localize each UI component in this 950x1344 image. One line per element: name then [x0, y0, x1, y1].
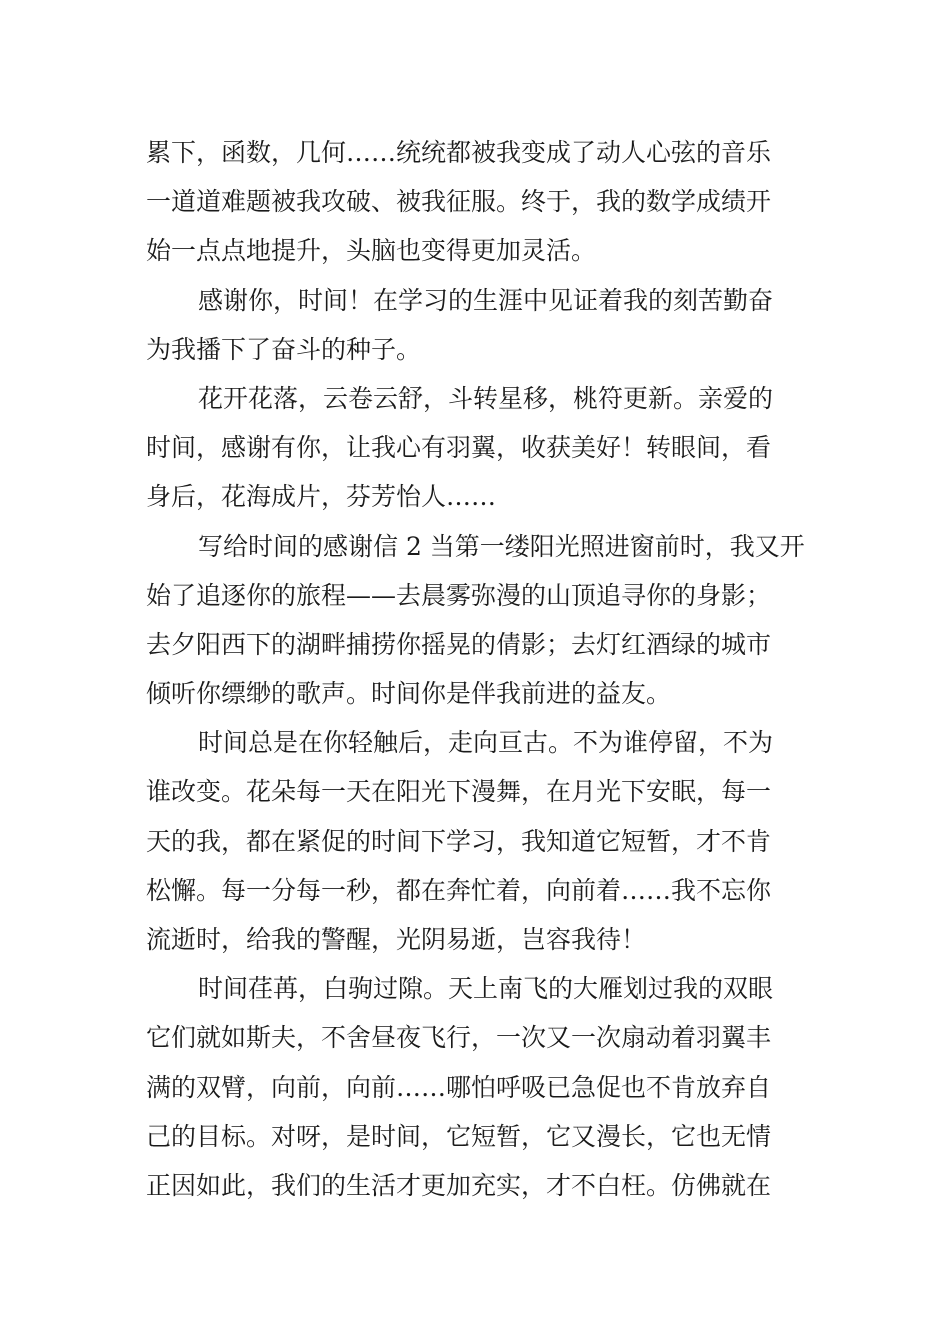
- text-line: 天的我，都在紧促的时间下学习，我知道它短暂，才不肯: [146, 826, 772, 856]
- text-line: 满的双臂，向前，向前……哪怕呼吸已急促也不肯放弃自: [146, 1072, 772, 1102]
- text-line: 正因如此，我们的生活才更加充实，才不白枉。仿佛就在: [146, 1170, 772, 1200]
- body-text: [146, 128, 816, 1210]
- paragraph-first-line: 时间总是在你轻触后，走向亘古。不为谁停留，不为: [198, 728, 774, 758]
- text-line: 始一点点地提升，头脑也变得更加灵活。: [146, 236, 597, 266]
- text-line: 它们就如斯夫，不舍昼夜飞行，一次又一次扇动着羽翼丰: [146, 1023, 772, 1053]
- text-line: 身后，花海成片，芬芳怡人……: [146, 482, 497, 512]
- text-line: 己的目标。对呀，是时间，它短暂，它又漫长，它也无情: [146, 1121, 772, 1151]
- text-line: 去夕阳西下的湖畔捕捞你摇晃的倩影；去灯红酒绿的城市: [146, 629, 772, 659]
- paragraph-first-line: 感谢你，时间！在学习的生涯中见证着我的刻苦勤奋: [198, 285, 774, 315]
- text-line: 一道道难题被我攻破、被我征服。终于，我的数学成绩开: [146, 187, 772, 217]
- paragraph-first-line: 写给时间的感谢信 2 当第一缕阳光照进窗前时，我又开: [198, 531, 805, 561]
- paragraph-first-line: 时间荏苒，白驹过隙。天上南飞的大雁划过我的双眼: [198, 974, 774, 1004]
- text-line: 时间，感谢有你，让我心有羽翼，收获美好！转眼间，看: [146, 433, 772, 463]
- text-line: 为我播下了奋斗的种子。: [146, 334, 422, 364]
- text-line: 累下，函数，几何……统统都被我变成了动人心弦的音乐: [146, 138, 772, 167]
- text-line: 始了追逐你的旅程——去晨雾弥漫的山顶追寻你的身影；: [146, 580, 772, 610]
- text-line: 谁改变。花朵每一天在阳光下漫舞，在月光下安眠，每一: [146, 777, 772, 807]
- paragraph-first-line: 花开花落，云卷云舒，斗转星移，桃符更新。亲爱的: [198, 383, 774, 413]
- text-line: 松懈。每一分每一秒，都在奔忙着，向前着……我不忘你: [146, 875, 772, 905]
- text-line: 倾听你缥缈的歌声。时间你是伴我前进的益友。: [146, 679, 672, 709]
- text-line: 流逝时，给我的警醒，光阴易逝，岂容我待！: [146, 925, 647, 954]
